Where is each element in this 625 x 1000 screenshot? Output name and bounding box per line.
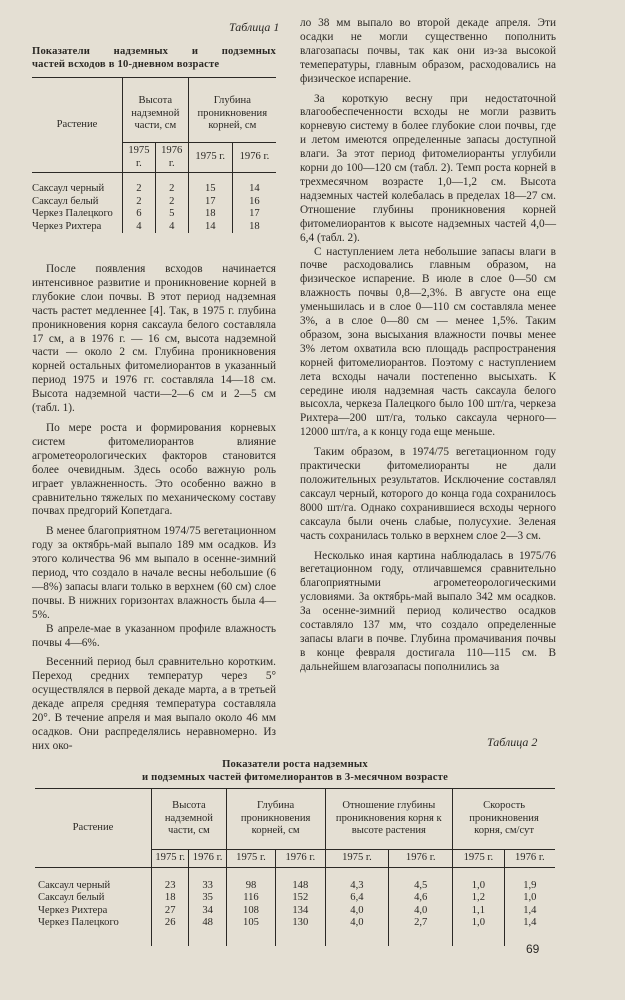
cell-value: 35 (189, 892, 226, 905)
page-number: 69 (526, 942, 540, 956)
plant-name: Черкез Рихтера (32, 221, 123, 234)
plant-name: Саксаул белый (35, 892, 152, 905)
table2-title-line2: и подземных частей фитомелиорантов в 3-месячном возрасте (142, 772, 448, 783)
cell-value: 4,3 (325, 867, 389, 892)
year-header: 1976 г. (389, 850, 453, 868)
year-header: 1975 г. (188, 143, 232, 173)
table-row (35, 905, 555, 918)
cell-value: 134 (276, 905, 325, 918)
cell-value: 4,6 (389, 892, 453, 905)
table1-header-depth: Глубина проникновения корней, см (197, 95, 268, 132)
paragraph: В менее благоприятном 1974/75 вегетационном году за октябрь-май выпало 189 мм осадков. Из этого количества 96 мм выпало в осенне-зимний период, что создало в начале весны небольшие (6—8%) запасы влаги только в верхнем (60 см) слое почвы. В нижних горизонтах влажность была 4—5%. (32, 525, 276, 621)
year-header: 1975 г. (123, 143, 156, 173)
paragraph: ло 38 мм выпало во второй декаде апреля. Эти осадки не могли существенно пополнить влагозапасы почвы, так как они из-за высокой темепературы, главным образом, расходовались на физическое испарение. (300, 17, 556, 85)
paragraph: За короткую весну при недостаточной влагообеспеченности всходы не могли развить корневую систему в более глубокие слои почвы, где и летом имеются определенные запасы доступной влаги. За этот период фитомелиоранты углубили корни до 100—120 см (табл. 2). Темп роста корней в трехмесячном возрасте 1,0—1,2 см. Высота надземных частей колебалась в пределах 18—27 см. Отношение глубины проникновения корней фитомелиорантов к высоте надземных частей 4,0—6,4 (табл. 2). (300, 92, 556, 244)
plant-name: Саксаул черный (35, 867, 152, 892)
cell-value: 18 (152, 892, 189, 905)
cell-value: 33 (189, 867, 226, 892)
table1-title-line1: Показатели надземных и подземных (32, 46, 276, 57)
paragraph: С наступлением лета небольшие запасы влаги в почве расходовались главным образом, на физическое испарение. В июле в слое 0—50 см влажность почвы 0,8—2,3%. В августе она еще уменьшилась и в слое 0—110 см составляла менее 3%, а в слое 0—80 см — менее 1,5%. Таким образом, зона высыхания влажности почвы менее 3% летом охватила всю площадь распространения корней фитомелиорантов. Поэтому с наступлением лета всходы начали постепенно высыхать. К середине июля надземная часть саксаула белого высохла, черкеза Палецкого было 100 шт/га, черкеза Рихтера—200 шт/га, только саксаула черного—12000 шт/га, а к концу года еще меньше. (300, 245, 556, 439)
cell-value: 14 (249, 183, 260, 194)
table1-header-plant: Растение (32, 78, 123, 173)
cell-value: 98 (226, 867, 275, 892)
table-row (32, 221, 276, 234)
cell-value: 4,5 (389, 867, 453, 892)
table2-label: Таблица 2 (487, 735, 538, 749)
table2-header-height: Высота надземной части, см (152, 789, 227, 850)
cell-value: 1,1 (453, 905, 505, 918)
cell-value: 5 (155, 208, 188, 221)
cell-value: 1,0 (453, 917, 505, 946)
paragraph: В апреле-мае в указанном профиле влажность почвы 4—6%. (32, 622, 276, 649)
cell-value: 2,7 (389, 917, 453, 946)
plant-name: Саксаул белый (32, 196, 123, 209)
cell-value: 48 (189, 917, 226, 946)
year-header: 1976 г. (232, 143, 276, 173)
cell-value: 2 (123, 173, 156, 196)
table1 (32, 77, 276, 233)
cell-value: 16 (249, 195, 260, 207)
cell-value: 26 (152, 917, 189, 946)
plant-name: Черкез Рихтера (35, 905, 152, 918)
cell-value: 1,4 (523, 917, 537, 928)
cell-value: 4,0 (389, 905, 453, 918)
table2 (35, 788, 555, 946)
year-header: 1976 г. (504, 850, 555, 868)
table2-title (35, 758, 555, 784)
paragraph: Таким образом, в 1974/75 вегетационном году практически фитомелиоранты не дали положительных результатов. Исключение составлял саксаул черный, которого до конца года сохранилось 8000 шт/га. Однако сохранившиеся всходы черного саксаула были очень слабые, полусухие. Зеленая часть сохранилась только в верхнем слое 2—3 см. (300, 446, 556, 542)
table-row (35, 917, 555, 946)
right-text-column (300, 17, 556, 675)
table-row (35, 867, 555, 892)
year-header: 1975 г. (325, 850, 389, 868)
plant-name: Черкез Палецкого (35, 917, 152, 946)
year-header: 1976 г. (189, 850, 226, 868)
cell-value: 1,0 (523, 892, 537, 903)
table-row (35, 892, 555, 905)
cell-value: 15 (188, 173, 232, 196)
plant-name: Черкез Палецкого (32, 208, 123, 221)
cell-value: 2 (155, 196, 188, 209)
cell-value: 116 (226, 892, 275, 905)
cell-value: 18 (249, 220, 260, 232)
cell-value: 4,0 (325, 917, 389, 946)
table-row (32, 196, 276, 209)
cell-value: 2 (155, 173, 188, 196)
cell-value: 1,4 (523, 904, 537, 916)
table2-header-speed: Скорость проникновения корня, см/сут (469, 800, 539, 837)
paragraph: Весенний период был сравнительно коротким. Переход средних температур через 5° осуществлялся в первой декаде марта, а в третьей декаде апреля средняя температура составляла 20°. В течение апреля и мая выпало около 46 мм осадков. Они распределялись неравномерно. Из них око- (32, 656, 276, 752)
year-header: 1976 г. (276, 850, 325, 868)
cell-value: 4 (123, 221, 156, 234)
cell-value: 14 (188, 221, 232, 234)
cell-value: 130 (276, 917, 325, 946)
cell-value: 148 (276, 867, 325, 892)
cell-value: 23 (152, 867, 189, 892)
cell-value: 4 (155, 221, 188, 234)
cell-value: 6,4 (325, 892, 389, 905)
cell-value: 18 (188, 208, 232, 221)
cell-value: 27 (152, 905, 189, 918)
cell-value: 4,0 (325, 905, 389, 918)
cell-value: 1,9 (523, 879, 537, 891)
table1-title-line2: частей всходов в 10-дневном возрасте (32, 59, 220, 70)
table1-title (32, 45, 276, 71)
cell-value: 1,2 (453, 892, 505, 905)
cell-value: 17 (188, 196, 232, 209)
paragraph: После появления всходов начинается интенсивное развитие и проникновение корней в глубокие слои почвы. В этот период надземная часть растет медленнее [4]. Так, в 1975 г. глубина проникновения корня саксаула белого составляла 17 см, а в 1976 г. — 16 см, высота надземной части — около 2 см. Глубина проникновения корней остальных фитомелиорантов в указанный период 1975 и 1976 гг. составляла 14—18 см. Высота надземной части—2—6 см и 2—5 см (табл. 1). (32, 263, 276, 415)
year-header: 1975 г. (152, 850, 189, 868)
year-header: 1975 г. (226, 850, 275, 868)
table2-title-line1: Показатели роста надземных (222, 759, 368, 770)
table-row (32, 173, 276, 196)
paragraph: Несколько иная картина наблюдалась в 1975/76 вегетационном году, отличавшемся сравнительно благоприятными агрометеорологическими условиями. За октябрь-май выпало 342 мм осадков. За осенне-зимний период количество осадков составляло 137 мм, что создало определенные запасы влаги в почве. Глубина промачивания почвы в конце февраля достигала 110—115 см. В дальнейшем влагозапасы пополнились за (300, 549, 556, 673)
table1-label: Таблица 1 (229, 20, 280, 34)
cell-value: 34 (189, 905, 226, 918)
cell-value: 2 (123, 196, 156, 209)
table1-header-height: Высота надземной части, см (123, 78, 189, 143)
paragraph: По мере роста и формирования корневых систем фитомелиорантов влияние агрометеорологических факторов становится более очевидным. Здесь особо важную роль играет увлажненность. Это особенно важно в сравнительно тяжелых по механическому составу почвах предгорий Копетдага. (32, 421, 276, 518)
cell-value: 1,0 (453, 867, 505, 892)
table2-header-depth: Глубина проникновения корней, см (226, 789, 325, 850)
left-text-column (32, 263, 276, 754)
plant-name: Саксаул черный (32, 173, 123, 196)
cell-value: 108 (226, 905, 275, 918)
cell-value: 152 (276, 892, 325, 905)
table-row (32, 208, 276, 221)
cell-value: 17 (249, 208, 260, 219)
year-header: 1976 г. (155, 143, 188, 173)
table2-header-ratio: Отношение глубины проникновения корня к высоте растения (325, 789, 453, 850)
cell-value: 105 (226, 917, 275, 946)
cell-value: 6 (123, 208, 156, 221)
table2-header-plant: Растение (35, 789, 152, 868)
year-header: 1975 г. (453, 850, 505, 868)
